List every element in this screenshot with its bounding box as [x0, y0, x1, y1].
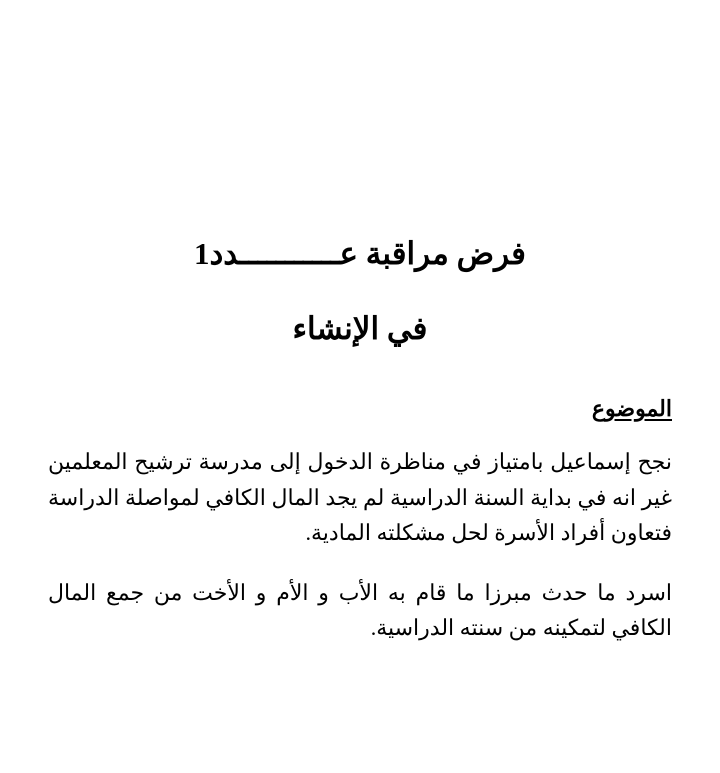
section-heading-topic: الموضوع — [591, 395, 672, 421]
paragraph-prompt: نجح إسماعيل بامتياز في مناظرة الدخول إلى مدرسة ترشيح المعلمين غير انه في بداية السنة الدراسية لم يجد المال الكافي لمواصلة الدراسة فتعاون أفراد الأسرة لحل مشكلته المادية. — [48, 448, 672, 546]
page-subtitle: في الإنشاء — [292, 310, 428, 346]
paragraph-instruction: اسرد ما حدث مبرزا ما قام به الأب و الأم و الأخت من جمع المال الكافي لتمكينه من سنته الدراسية. — [48, 579, 672, 641]
page-title: فرض مراقبة عـــــــــــدد1 — [194, 236, 526, 271]
top-margin-spacer — [48, 0, 672, 232]
